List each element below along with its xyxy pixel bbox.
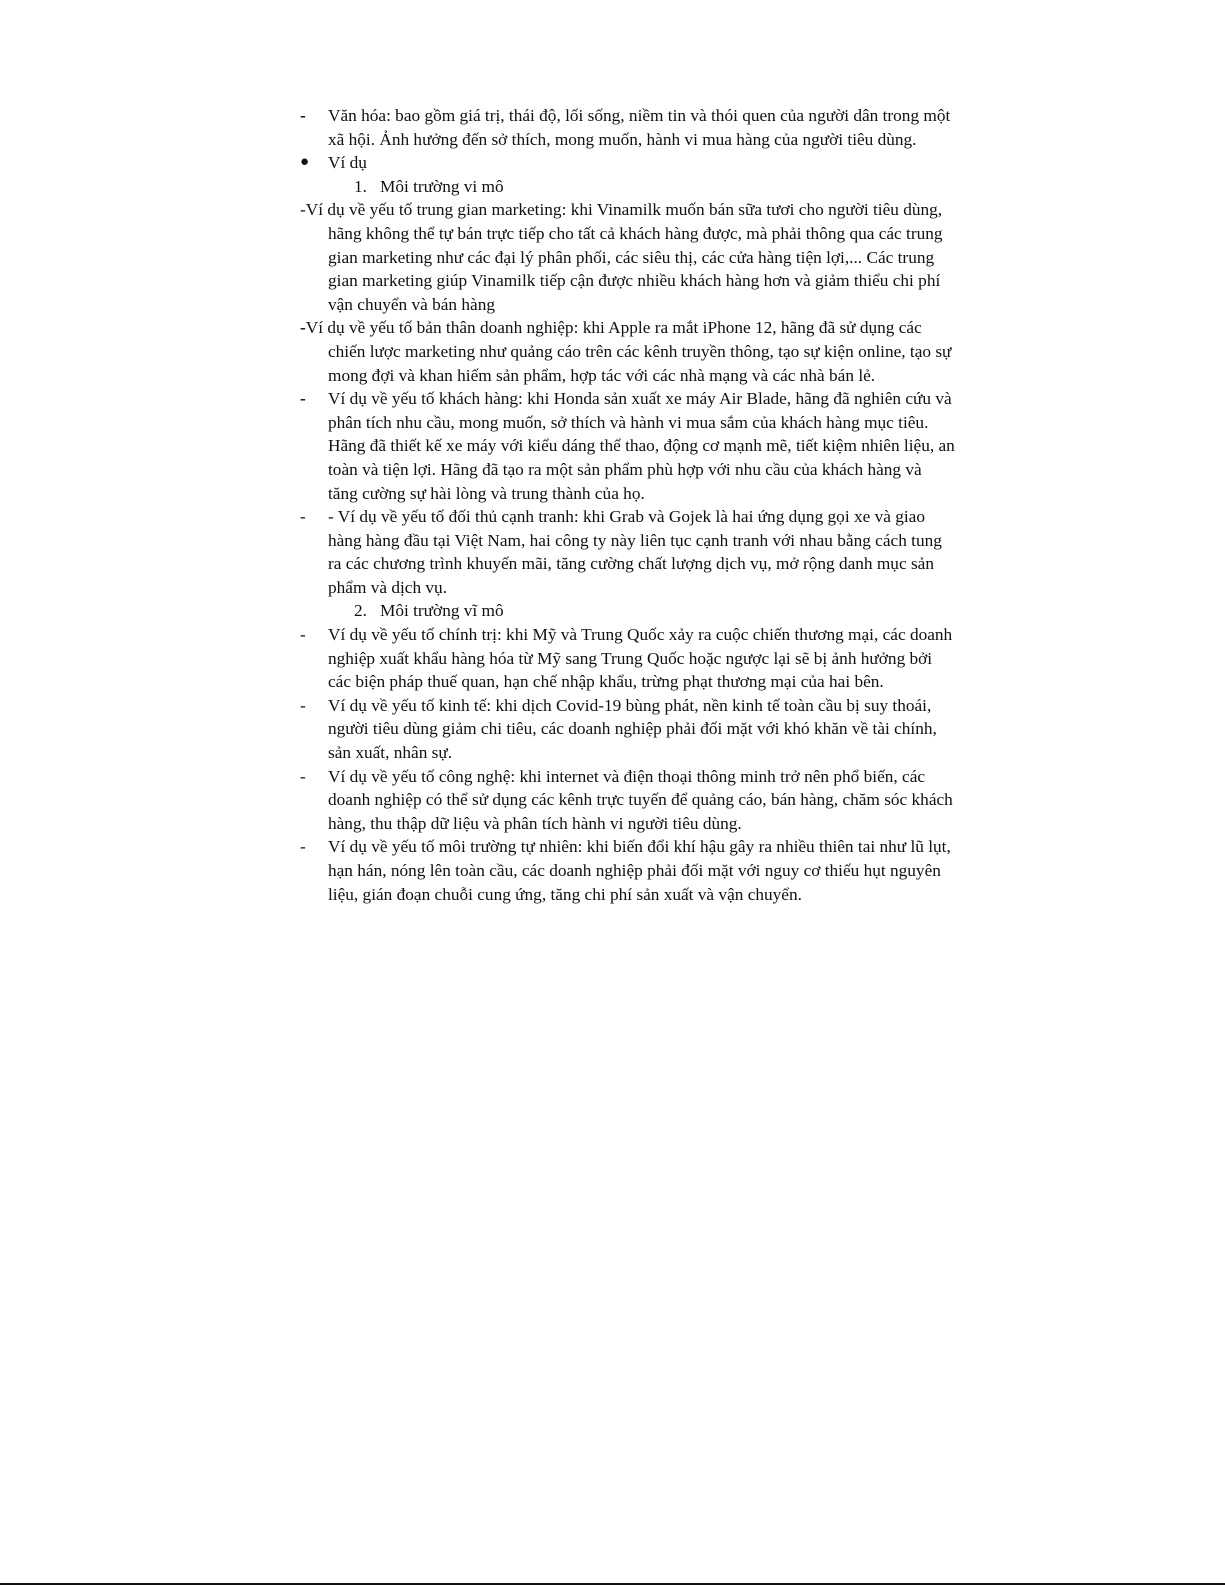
technology-text: Ví dụ về yếu tố công nghệ: khi internet và điện thoại thông minh trở nên phổ biến, các doanh nghiệp có thể sử dụng các kênh trực tuyến để quảng cáo, bán hàng, chăm sóc khách hàng, thu thập dữ liệu và phân tích hành vi người tiêu dùng. [328, 766, 953, 833]
technology-example [300, 765, 955, 836]
dash-marker: - [300, 106, 306, 125]
dash-marker: - [300, 695, 306, 715]
section-number: 2. [354, 601, 367, 621]
company-text: Ví dụ về yếu tố bản thân doanh nghiệp: khi Apple ra mắt iPhone 12, hãng đã sử dụng các chiến lược marketing như quảng cáo trên các kênh truyền thông, tạo sự kiện online, tạo sự mong đợi và khan hiếm sản phẩm, hợp tác với các nhà mạng và các nhà bán lẻ. [305, 318, 952, 385]
dash-marker: - [300, 318, 306, 338]
dash-marker: - [300, 625, 306, 645]
economic-text: Ví dụ về yếu tố kinh tế: khi dịch Covid-19 bùng phát, nền kinh tế toàn cầu bị suy thoái, người tiêu dùng giảm chi tiêu, các doanh nghiệp phải đối mặt với khó khăn về tài chính, sản xuất, nhân sự. [328, 695, 937, 763]
customer-example [300, 387, 955, 505]
intermediary-example [300, 198, 955, 316]
political-text: Ví dụ về yếu tố chính trị: khi Mỹ và Trung Quốc xảy ra cuộc chiến thương mại, các doanh nghiệp xuất khẩu hàng hóa từ Mỹ sang Trung Quốc hoặc ngược lại sẽ bị ảnh hưởng bởi các biện pháp thuế quan, hạn chế nhập khẩu, trừng phạt thương mại của hai bên. [328, 625, 953, 692]
document-body [300, 104, 955, 906]
company-example [300, 316, 955, 387]
culture-item [300, 104, 955, 151]
competitor-text: - Ví dụ về yếu tố đối thủ cạnh tranh: khi Grab và Gojek là hai ứng dụng gọi xe và giao hàng hàng đầu tại Việt Nam, hai công ty này liên tục cạnh tranh với nhau bằng cách tung ra các chương trình khuyến mãi, tăng cường chất lượng dịch vụ, mở rộng danh mục sản phẩm và dịch vụ. [328, 507, 942, 597]
dash-marker: - [300, 837, 306, 857]
natural-environment-example [300, 835, 955, 906]
economic-example [300, 694, 955, 765]
customer-text: Ví dụ về yếu tố khách hàng: khi Honda sản xuất xe máy Air Blade, hãng đã nghiên cứu và phân tích nhu cầu, mong muốn, sở thích và hành vi mua sắm của khách hàng mục tiêu. Hãng đã thiết kế xe máy với kiểu dáng thể thao, động cơ mạnh mẽ, tiết kiệm nhiên liệu, an toàn và tiện lợi. Hãng đã tạo ra một sản phẩm phù hợp với nhu cầu của khách hàng và tăng cường sự hài lòng và trung thành của họ. [328, 389, 955, 503]
section-number: 1. [354, 176, 367, 196]
dash-marker: - [300, 507, 306, 527]
dash-marker: - [300, 200, 306, 220]
section-title: Môi trường vi mô [380, 176, 504, 196]
bullet-marker: ● [300, 154, 310, 171]
example-heading [300, 151, 955, 175]
dash-marker: - [300, 766, 306, 786]
section-title: Môi trường vĩ mô [380, 601, 504, 621]
political-example [300, 623, 955, 694]
natural-environment-text: Ví dụ về yếu tố môi trường tự nhiên: khi biến đổi khí hậu gây ra nhiều thiên tai như lũ lụt, hạn hán, nóng lên toàn cầu, các doanh nghiệp phải đối mặt với nguy cơ thiếu hụt nguyên liệu, gián đoạn chuỗi cung ứng, tăng chi phí sản xuất và vận chuyển. [328, 837, 951, 904]
micro-environment-heading [300, 175, 955, 199]
culture-text: Văn hóa: bao gồm giá trị, thái độ, lối sống, niềm tin và thói quen của người dân trong một xã hội. Ảnh hưởng đến sở thích, mong muốn, hành vi mua hàng của người tiêu dùng. [328, 106, 951, 149]
example-heading-text: Ví dụ [328, 153, 367, 173]
competitor-example [300, 505, 955, 599]
dash-marker: - [300, 389, 306, 409]
macro-environment-heading [300, 599, 955, 623]
intermediary-text: Ví dụ về yếu tố trung gian marketing: khi Vinamilk muốn bán sữa tươi cho người tiêu dùng, hãng không thể tự bán trực tiếp cho tất cả khách hàng được, mà phải thông qua các trung gian marketing như các đại lý phân phối, các siêu thị, các cửa hàng tiện lợi,... Các trung gian marketing giúp Vinamilk tiếp cận được nhiều khách hàng hơn và giảm thiểu chi phí vận chuyển và bán hàng [305, 200, 943, 314]
